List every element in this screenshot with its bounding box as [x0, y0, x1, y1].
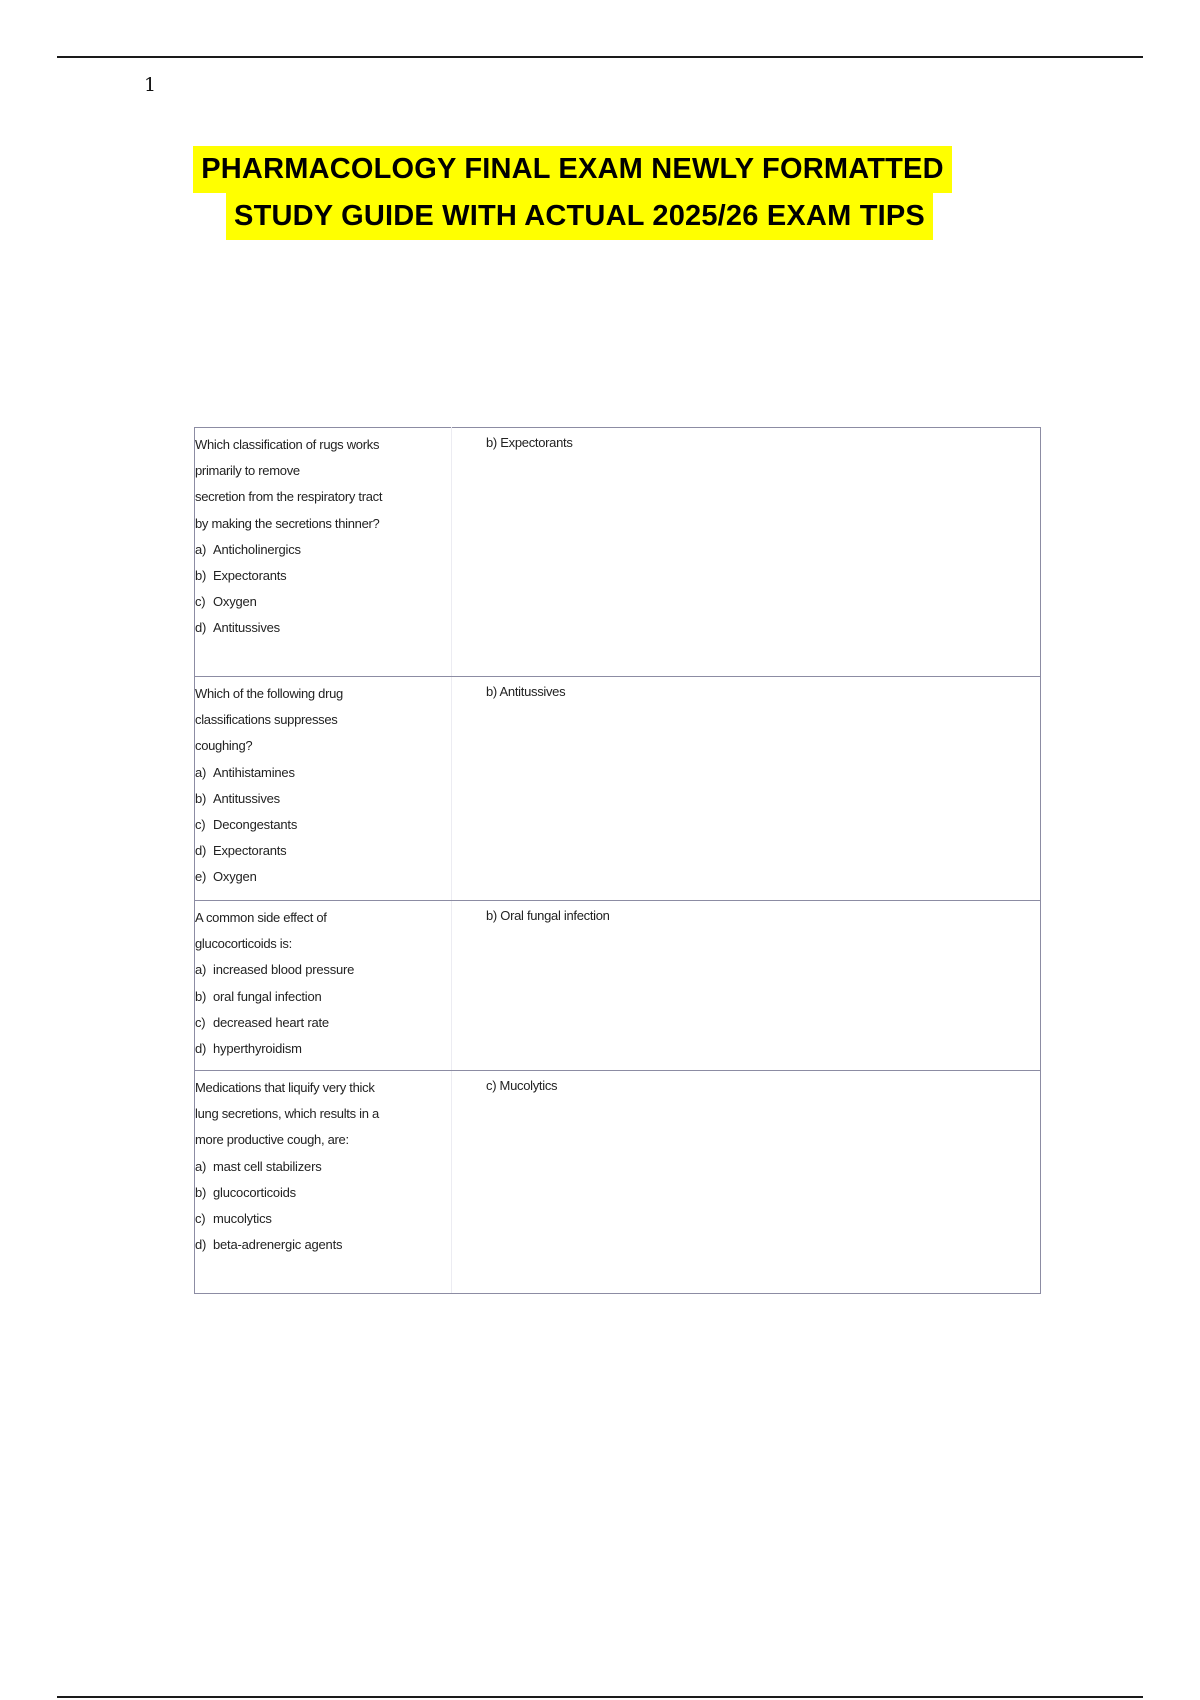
option-text: mucolytics [213, 1211, 272, 1227]
answer-option [195, 1180, 451, 1206]
answer-option [195, 838, 451, 864]
question-text-line: secretion from the respiratory tract [195, 489, 383, 505]
option-text: decreased heart rate [213, 1014, 329, 1030]
answer-cell [452, 677, 1041, 901]
option-letter: b) [195, 568, 207, 584]
answer-cell [452, 1071, 1041, 1294]
option-letter: c) [195, 1014, 206, 1030]
answer-option [195, 786, 451, 812]
answer-text: b) Antitussives [486, 684, 566, 699]
question-text-line: lung secretions, which results in a [195, 1106, 379, 1122]
option-letter: c) [195, 1211, 206, 1227]
question-text-line: by making the secretions thinner? [195, 515, 380, 531]
answer-option [195, 615, 451, 641]
answer-option [195, 1206, 451, 1232]
option-text: Antihistamines [213, 764, 295, 780]
answer-text: b) Expectorants [486, 435, 573, 450]
document-title [0, 146, 1145, 240]
answer-option [195, 812, 451, 838]
answer-cell [452, 901, 1041, 1071]
table-row [195, 901, 1041, 1071]
option-letter: c) [195, 817, 206, 833]
question-text-line: Medications that liquify very thick [195, 1080, 375, 1095]
question-text-line: Which classification of rugs works [195, 437, 380, 452]
option-text: glucocorticoids [213, 1184, 296, 1200]
question-text-line: Which of the following drug [195, 686, 343, 701]
table-row [195, 428, 1041, 677]
answer-option [195, 1010, 451, 1036]
option-text: Oxygen [213, 869, 257, 885]
option-letter: a) [195, 764, 207, 780]
table-row [195, 1071, 1041, 1294]
question-text-line: coughing? [195, 738, 253, 754]
answer-cell [452, 428, 1041, 677]
option-letter: d) [195, 620, 207, 636]
page-number: 1 [144, 74, 157, 96]
option-text: beta-adrenergic agents [213, 1237, 343, 1253]
option-letter: b) [195, 790, 207, 806]
title-line-1: PHARMACOLOGY FINAL EXAM NEWLY FORMATTED [193, 146, 952, 193]
footer-rule [57, 1696, 1143, 1698]
option-text: increased blood pressure [213, 962, 355, 978]
option-text: Oxygen [213, 594, 257, 610]
answer-option [195, 1232, 451, 1258]
answer-option [195, 760, 451, 786]
answer-option [195, 864, 451, 890]
answer-text: c) Mucolytics [486, 1078, 558, 1093]
title-line-2: STUDY GUIDE WITH ACTUAL 2025/26 EXAM TIPS [226, 193, 933, 240]
option-text: hyperthyroidism [213, 1041, 302, 1057]
option-text: mast cell stabilizers [213, 1158, 322, 1174]
question-cell [195, 1071, 452, 1294]
option-letter: b) [195, 988, 207, 1004]
question-cell [195, 677, 452, 901]
question-text-line: classifications suppresses [195, 712, 338, 728]
question-text-line: primarily to remove [195, 463, 300, 479]
question-text-line: more productive cough, are: [195, 1132, 349, 1148]
answer-option [195, 984, 451, 1010]
option-text: Antitussives [213, 790, 280, 806]
answer-option [195, 1154, 451, 1180]
answer-text: b) Oral fungal infection [486, 908, 610, 923]
option-text: Antitussives [213, 620, 280, 636]
option-letter: d) [195, 1237, 207, 1253]
option-text: Anticholinergics [213, 541, 301, 557]
option-text: oral fungal infection [213, 988, 322, 1004]
option-text: Expectorants [213, 568, 287, 584]
option-text: Decongestants [213, 817, 298, 833]
question-text-line: A common side effect of [195, 910, 327, 925]
option-text: Expectorants [213, 843, 287, 859]
question-answer-table [194, 427, 1041, 1294]
option-letter: e) [195, 869, 207, 885]
question-cell [195, 901, 452, 1071]
answer-option [195, 537, 451, 563]
question-text-line: glucocorticoids is: [195, 936, 292, 952]
option-letter: a) [195, 541, 207, 557]
option-letter: d) [195, 843, 207, 859]
option-letter: a) [195, 1158, 207, 1174]
header-rule [57, 56, 1143, 58]
option-letter: d) [195, 1041, 207, 1057]
answer-option [195, 589, 451, 615]
option-letter: b) [195, 1184, 207, 1200]
answer-option [195, 957, 451, 983]
answer-option [195, 563, 451, 589]
option-letter: c) [195, 594, 206, 610]
table-row [195, 677, 1041, 901]
answer-option [195, 1036, 451, 1062]
option-letter: a) [195, 962, 207, 978]
question-cell [195, 428, 452, 677]
